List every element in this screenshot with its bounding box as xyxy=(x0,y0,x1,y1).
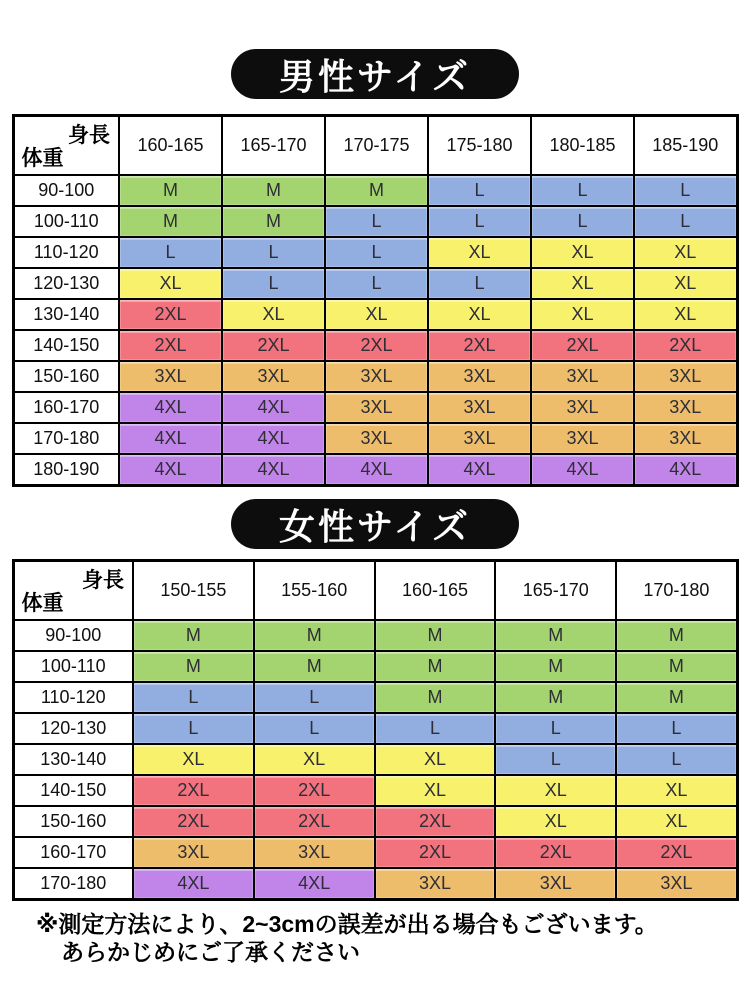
top-spacer xyxy=(0,0,750,49)
size-cell: 2XL xyxy=(616,837,737,868)
womens-size-table-container xyxy=(0,559,750,901)
size-cell: 2XL xyxy=(133,806,254,837)
size-cell: 3XL xyxy=(634,361,737,392)
height-col-header: 165-170 xyxy=(222,116,325,176)
mens-size-title: 男性サイズ xyxy=(278,55,472,97)
size-cell: 2XL xyxy=(495,837,616,868)
size-cell: XL xyxy=(634,237,737,268)
size-cell: L xyxy=(634,175,737,206)
weight-row-label: 160-170 xyxy=(13,392,119,423)
weight-row-label: 170-180 xyxy=(13,423,119,454)
height-col-header: 185-190 xyxy=(634,116,737,176)
size-cell: XL xyxy=(616,775,737,806)
size-cell: M xyxy=(119,206,222,237)
size-cell: L xyxy=(634,206,737,237)
size-cell: 4XL xyxy=(222,423,325,454)
size-cell: M xyxy=(133,651,254,682)
size-cell: 2XL xyxy=(222,330,325,361)
footnote xyxy=(36,910,750,966)
size-cell: 4XL xyxy=(325,454,428,486)
size-cell: M xyxy=(495,651,616,682)
size-cell: M xyxy=(222,206,325,237)
size-cell: XL xyxy=(495,775,616,806)
size-cell: 3XL xyxy=(634,392,737,423)
height-col-header: 160-165 xyxy=(119,116,222,176)
size-cell: 3XL xyxy=(428,423,531,454)
size-cell: L xyxy=(119,237,222,268)
size-cell: XL xyxy=(634,268,737,299)
weight-row-label: 170-180 xyxy=(13,868,133,900)
size-cell: L xyxy=(495,744,616,775)
size-cell: 2XL xyxy=(375,837,496,868)
size-cell: M xyxy=(254,651,375,682)
weight-row-label: 120-130 xyxy=(13,713,133,744)
table-row xyxy=(13,454,737,486)
size-cell: XL xyxy=(375,775,496,806)
weight-row-label: 140-150 xyxy=(13,775,133,806)
table-row xyxy=(13,361,737,392)
weight-row-label: 140-150 xyxy=(13,330,119,361)
size-cell: 3XL xyxy=(325,361,428,392)
size-cell: 4XL xyxy=(531,454,634,486)
size-cell: XL xyxy=(254,744,375,775)
footnote-line-2: あらかじめにご了承ください xyxy=(61,939,360,966)
size-cell: M xyxy=(616,651,737,682)
size-cell: 2XL xyxy=(254,775,375,806)
corner-weight-label: 体重 xyxy=(21,592,64,615)
size-cell: L xyxy=(222,268,325,299)
size-cell: XL xyxy=(428,299,531,330)
size-cell: M xyxy=(495,620,616,651)
table-row xyxy=(13,651,737,682)
weight-row-label: 180-190 xyxy=(13,454,119,486)
size-cell: 3XL xyxy=(428,361,531,392)
size-cell: 3XL xyxy=(616,868,737,900)
size-cell: L xyxy=(325,237,428,268)
size-cell: 2XL xyxy=(254,806,375,837)
size-cell: 4XL xyxy=(119,423,222,454)
size-cell: XL xyxy=(634,299,737,330)
weight-row-label: 130-140 xyxy=(13,299,119,330)
size-cell: M xyxy=(325,175,428,206)
height-col-header: 155-160 xyxy=(254,561,375,621)
size-cell: L xyxy=(133,713,254,744)
height-col-header: 175-180 xyxy=(428,116,531,176)
weight-row-label: 90-100 xyxy=(13,620,133,651)
table-row xyxy=(13,330,737,361)
size-cell: 2XL xyxy=(119,299,222,330)
height-col-header: 150-155 xyxy=(133,561,254,621)
size-cell: XL xyxy=(325,299,428,330)
size-cell: XL xyxy=(375,744,496,775)
size-cell: 3XL xyxy=(634,423,737,454)
size-cell: L xyxy=(375,713,496,744)
table-row xyxy=(13,806,737,837)
table-row xyxy=(13,175,737,206)
men-size-table xyxy=(12,114,739,487)
height-col-header: 170-175 xyxy=(325,116,428,176)
size-cell: XL xyxy=(222,299,325,330)
size-cell: 2XL xyxy=(133,775,254,806)
size-cell: L xyxy=(616,713,737,744)
size-cell: L xyxy=(325,268,428,299)
size-cell: 2XL xyxy=(428,330,531,361)
mens-size-title-pill xyxy=(231,49,519,99)
size-cell: 3XL xyxy=(531,423,634,454)
size-cell: 3XL xyxy=(133,837,254,868)
weight-row-label: 120-130 xyxy=(13,268,119,299)
size-cell: L xyxy=(254,713,375,744)
size-cell: 3XL xyxy=(325,423,428,454)
table-row xyxy=(13,713,737,744)
table-row xyxy=(13,837,737,868)
size-cell: 4XL xyxy=(254,868,375,900)
size-cell: L xyxy=(531,175,634,206)
height-col-header: 165-170 xyxy=(495,561,616,621)
table-row xyxy=(13,423,737,454)
womens-size-title: 女性サイズ xyxy=(278,505,472,547)
size-cell: L xyxy=(531,206,634,237)
table-row xyxy=(13,868,737,900)
size-cell: 3XL xyxy=(222,361,325,392)
table-row xyxy=(13,682,737,713)
size-cell: 2XL xyxy=(375,806,496,837)
size-cell: L xyxy=(222,237,325,268)
size-cell: XL xyxy=(119,268,222,299)
size-cell: 2XL xyxy=(634,330,737,361)
womens-size-title-pill xyxy=(231,499,519,549)
size-cell: 3XL xyxy=(375,868,496,900)
size-cell: 3XL xyxy=(428,392,531,423)
corner-header-cell xyxy=(13,116,119,176)
weight-row-label: 110-120 xyxy=(13,237,119,268)
size-cell: 3XL xyxy=(495,868,616,900)
size-cell: 2XL xyxy=(531,330,634,361)
size-cell: XL xyxy=(531,237,634,268)
size-cell: 3XL xyxy=(119,361,222,392)
size-cell: M xyxy=(616,682,737,713)
weight-row-label: 150-160 xyxy=(13,361,119,392)
size-cell: L xyxy=(254,682,375,713)
corner-height-label: 身長 xyxy=(82,569,124,592)
height-col-header: 180-185 xyxy=(531,116,634,176)
height-col-header: 160-165 xyxy=(375,561,496,621)
size-cell: 3XL xyxy=(531,361,634,392)
size-cell: M xyxy=(254,620,375,651)
weight-row-label: 150-160 xyxy=(13,806,133,837)
size-cell: M xyxy=(495,682,616,713)
size-cell: 3XL xyxy=(325,392,428,423)
size-cell: 4XL xyxy=(133,868,254,900)
table-row xyxy=(13,744,737,775)
size-cell: XL xyxy=(133,744,254,775)
size-cell: M xyxy=(375,682,496,713)
weight-row-label: 90-100 xyxy=(13,175,119,206)
size-cell: XL xyxy=(531,299,634,330)
table-row xyxy=(13,775,737,806)
weight-row-label: 160-170 xyxy=(13,837,133,868)
size-cell: 4XL xyxy=(119,392,222,423)
size-cell: XL xyxy=(495,806,616,837)
table-row xyxy=(13,268,737,299)
size-cell: 3XL xyxy=(531,392,634,423)
weight-row-label: 110-120 xyxy=(13,682,133,713)
table-row xyxy=(13,299,737,330)
table-row xyxy=(13,237,737,268)
women-size-table xyxy=(12,559,739,901)
size-cell: M xyxy=(119,175,222,206)
size-cell: L xyxy=(428,268,531,299)
table-row xyxy=(13,392,737,423)
size-cell: L xyxy=(428,206,531,237)
corner-header-cell xyxy=(13,561,133,621)
size-cell: M xyxy=(616,620,737,651)
footnote-line-1: ※測定方法により、2~3cmの誤差が出る場合もございます。 xyxy=(36,911,658,937)
size-cell: M xyxy=(375,620,496,651)
size-cell: 3XL xyxy=(254,837,375,868)
mens-size-table-container xyxy=(0,114,750,487)
size-cell: L xyxy=(495,713,616,744)
size-cell: XL xyxy=(531,268,634,299)
size-cell: 4XL xyxy=(119,454,222,486)
size-cell: XL xyxy=(428,237,531,268)
weight-row-label: 100-110 xyxy=(13,206,119,237)
table-row xyxy=(13,206,737,237)
size-cell: XL xyxy=(616,806,737,837)
size-cell: L xyxy=(428,175,531,206)
height-col-header: 170-180 xyxy=(616,561,737,621)
corner-weight-label: 体重 xyxy=(21,147,64,170)
size-cell: M xyxy=(133,620,254,651)
size-cell: L xyxy=(133,682,254,713)
size-cell: M xyxy=(222,175,325,206)
size-cell: 4XL xyxy=(634,454,737,486)
size-cell: 4XL xyxy=(428,454,531,486)
table-row xyxy=(13,620,737,651)
size-cell: L xyxy=(325,206,428,237)
corner-height-label: 身長 xyxy=(68,124,110,147)
size-cell: 2XL xyxy=(325,330,428,361)
size-cell: 2XL xyxy=(119,330,222,361)
size-cell: 4XL xyxy=(222,454,325,486)
size-cell: M xyxy=(375,651,496,682)
size-cell: L xyxy=(616,744,737,775)
weight-row-label: 130-140 xyxy=(13,744,133,775)
size-cell: 4XL xyxy=(222,392,325,423)
weight-row-label: 100-110 xyxy=(13,651,133,682)
